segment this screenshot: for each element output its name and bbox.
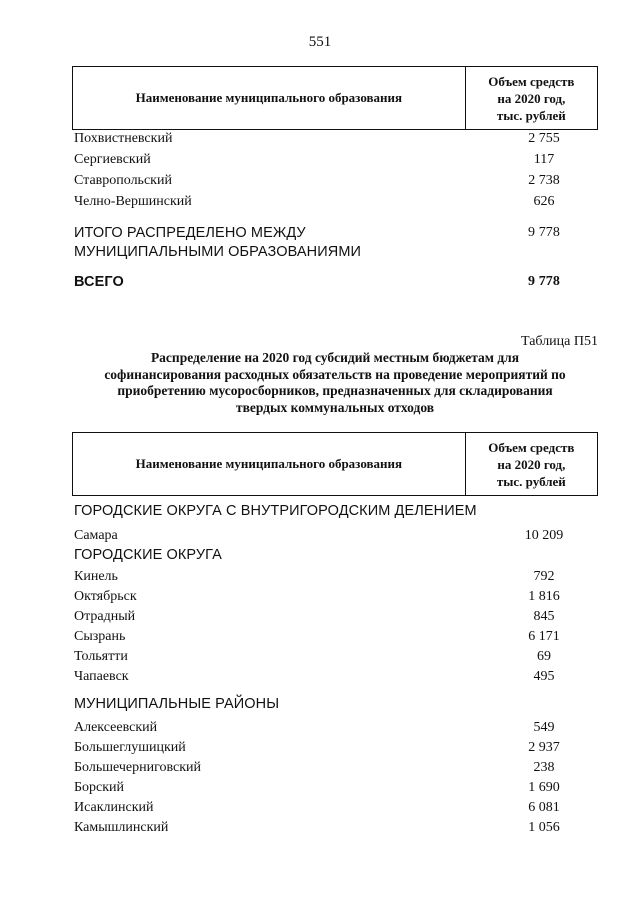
column-header-name: Наименование муниципального образования	[73, 67, 466, 130]
header-volume-line: на 2020 год,	[497, 90, 566, 106]
row-value: 117	[533, 152, 555, 167]
row-name: Алексеевский	[74, 720, 158, 735]
total-distributed-value: 9 778	[528, 225, 560, 240]
row-value: 626	[533, 194, 555, 209]
row-value: 2 755	[528, 131, 560, 146]
section-label: МУНИЦИПАЛЬНЫЕ РАЙОНЫ	[74, 696, 280, 712]
column-header-name: Наименование муниципального образования	[73, 433, 466, 496]
section-label: ГОРОДСКИЕ ОКРУГА	[74, 547, 222, 563]
row-value: 495	[533, 669, 555, 684]
row-value: 792	[533, 569, 555, 584]
row-value: 10 209	[524, 528, 564, 543]
row-name: Похвистневский	[74, 131, 173, 146]
row-value: 238	[533, 760, 555, 775]
page-number: 551	[308, 34, 332, 50]
row-value: 6 081	[528, 800, 560, 815]
table-title	[100, 350, 570, 416]
total-distributed-label: МУНИЦИПАЛЬНЫМИ ОБРАЗОВАНИЯМИ	[74, 244, 362, 260]
row-name: Кинель	[74, 569, 118, 584]
row-name: Самара	[74, 528, 118, 543]
table1-header	[72, 66, 598, 130]
header-volume-line: тыс. рублей	[496, 473, 566, 489]
row-name: Большеглушицкий	[74, 740, 186, 755]
column-header-volume	[465, 433, 597, 496]
row-value: 6 171	[528, 629, 560, 644]
row-value: 845	[533, 609, 555, 624]
title-line: твердых коммунальных отходов	[235, 399, 435, 415]
row-value: 2 738	[528, 173, 560, 188]
row-name: Большечерниговский	[74, 760, 202, 775]
row-value: 69	[537, 649, 551, 664]
row-name: Исаклинский	[74, 800, 154, 815]
row-name: Сергиевский	[74, 152, 151, 167]
header-volume-line: тыс. рублей	[496, 107, 566, 123]
row-name: Отрадный	[74, 609, 136, 624]
table-number: Таблица П51	[521, 334, 598, 349]
header-volume-line: Объем средств	[488, 73, 575, 89]
grand-total-label: ВСЕГО	[74, 274, 124, 290]
grand-total-value: 9 778	[528, 274, 560, 289]
table2-header	[72, 432, 598, 496]
header-volume-line: Объем средств	[488, 439, 575, 455]
column-header-volume	[465, 67, 597, 130]
row-name: Ставропольский	[74, 173, 172, 188]
row-name: Камышлинский	[74, 820, 169, 835]
title-line: приобретению мусоросборников, предназначенных для складирования	[117, 383, 553, 398]
row-name: Сызрань	[74, 629, 126, 644]
row-name: Тольятти	[74, 649, 128, 664]
row-name: Чапаевск	[74, 669, 129, 684]
section-label: ГОРОДСКИЕ ОКРУГА С ВНУТРИГОРОДСКИМ ДЕЛЕНИЕМ	[74, 503, 477, 519]
header-volume-line: на 2020 год,	[497, 456, 566, 472]
row-value: 1 816	[528, 589, 560, 604]
row-value: 1 690	[528, 780, 560, 795]
row-value: 1 056	[528, 820, 560, 835]
row-name: Челно-Вершинский	[74, 194, 192, 209]
row-value: 2 937	[528, 740, 560, 755]
row-name: Борский	[74, 780, 125, 795]
title-line: софинансирования расходных обязательств на проведение мероприятий по	[104, 366, 566, 382]
row-value: 549	[533, 720, 555, 735]
total-distributed-label: ИТОГО РАСПРЕДЕЛЕНО МЕЖДУ	[74, 225, 306, 241]
title-line: Распределение на 2020 год субсидий местным бюджетам для	[150, 350, 520, 365]
row-name: Октябрьск	[74, 589, 137, 604]
